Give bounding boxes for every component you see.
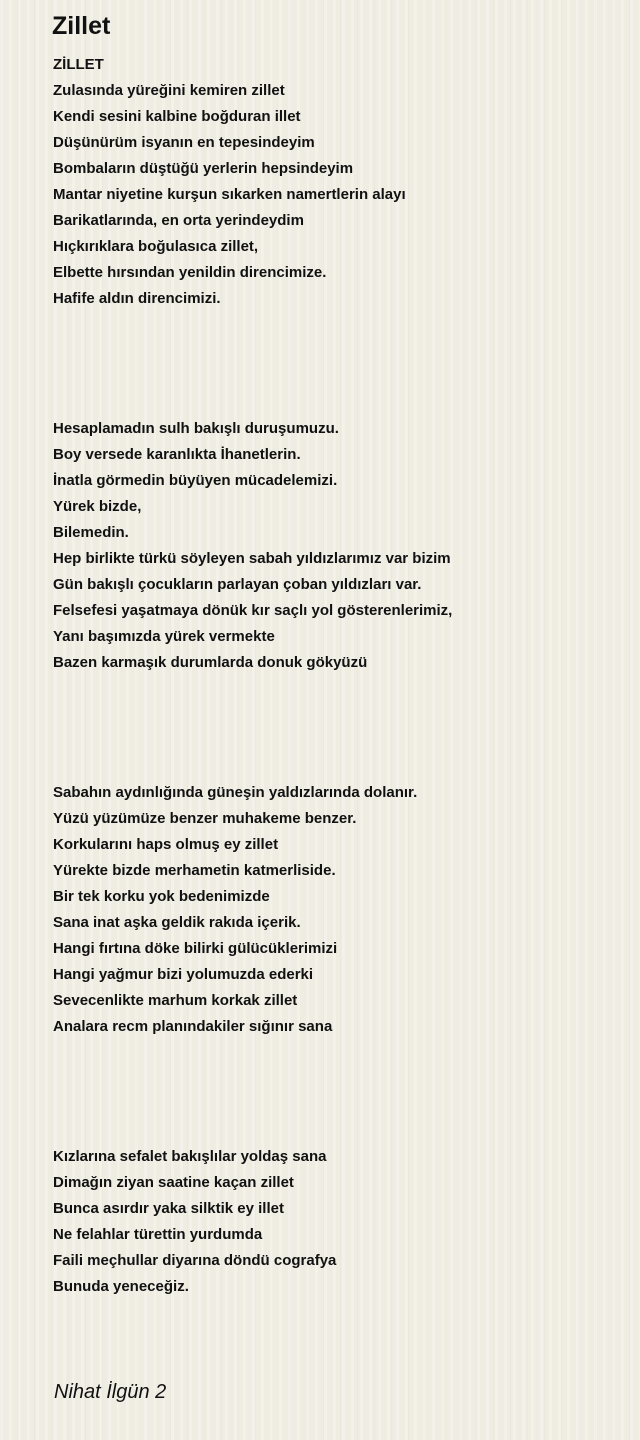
poem-line: ZİLLET (53, 56, 104, 73)
stanza (53, 1144, 623, 1300)
poem-line: Düşünürüm isyanın en tepesindeyim (53, 134, 315, 151)
poem-line: Bunca asırdır yaka silktik ey illet (53, 1200, 284, 1217)
poem-line: Yanı başımızda yürek vermekte (53, 628, 275, 645)
author-name: Nihat İlgün 2 (54, 1381, 167, 1403)
poem-line: Yürekte bizde merhametin katmerliside. (53, 862, 336, 879)
stanza-gap (53, 676, 623, 702)
poem-line: Korkularını haps olmuş ey zillet (53, 836, 279, 853)
stanza-gap (53, 1040, 623, 1066)
stanza-gap (53, 312, 623, 338)
poem-line: Yüzü yüzümüze benzer muhakeme benzer. (53, 810, 357, 827)
poem-line: Barikatlarında, en orta yerindeydim (53, 212, 304, 229)
poem-line: Sabahın aydınlığında güneşin yaldızlarında dolanır. (53, 784, 418, 801)
poem-line: Hafife aldın direncimizi. (53, 290, 221, 307)
stanza (53, 780, 623, 1040)
poem-line: Felsefesi yaşatmaya dönük kır saçlı yol gösterenlerimiz, (53, 602, 453, 619)
stanza-gap (53, 1066, 623, 1092)
poem-line: Kendi sesini kalbine boğduran illet (53, 108, 301, 125)
poem-line: Hıçkırıklara boğulasıca zillet, (53, 238, 259, 255)
stanza-gap (53, 338, 623, 364)
poem-title: Zillet (52, 12, 111, 40)
stanza-gap (53, 364, 623, 390)
poem-line: Ne felahlar türettin yurdumda (53, 1226, 263, 1243)
stanza-gap (53, 754, 623, 780)
poem-line: Hangi yağmur bizi yolumuzda ederki (53, 966, 314, 983)
poem-line: Hangi fırtına döke bilirki gülücüklerimizi (53, 940, 338, 957)
poem-line: Hep birlikte türkü söyleyen sabah yıldızlarımız var bizim (53, 550, 451, 567)
poem-line: Gün bakışlı çocukların parlayan çoban yıldızları var. (53, 576, 422, 593)
poem-line: Yürek bizde, (53, 498, 142, 515)
stanza (53, 416, 623, 676)
poem-line: Faili meçhullar diyarına döndü cografya (53, 1252, 337, 1269)
stanza (53, 52, 623, 312)
poem-line: Hesaplamadın sulh bakışlı duruşumuzu. (53, 420, 339, 437)
poem-line: Boy versede karanlıkta İhanetlerin. (53, 446, 301, 463)
stanza-gap (53, 1092, 623, 1118)
poem-line: Kızlarına sefalet bakışlılar yoldaş sana (53, 1148, 327, 1165)
poem-line: Bir tek korku yok bedenimizde (53, 888, 270, 905)
poem-line: Sevecenlikte marhum korkak zillet (53, 992, 298, 1009)
poem-line: Elbette hırsından yenildin direncimize. (53, 264, 327, 281)
poem-line: Analara recm planındakiler sığınır sana (53, 1018, 333, 1035)
poem-line: Sana inat aşka geldik rakıda içerik. (53, 914, 301, 931)
poem-line: Mantar niyetine kurşun sıkarken namertlerin alayı (53, 186, 406, 203)
poem-line: Bombaların düştüğü yerlerin hepsindeyim (53, 160, 354, 177)
poem-line: Dimağın ziyan saatine kaçan zillet (53, 1174, 294, 1191)
poem-body (53, 52, 623, 1300)
stanza-gap (53, 728, 623, 754)
stanza-gap (53, 390, 623, 416)
poem-line: Zulasında yüreğini kemiren zillet (53, 82, 285, 99)
stanza-gap (53, 702, 623, 728)
poem-line: Bunuda yeneceğiz. (53, 1278, 189, 1295)
poem-line: Bilemedin. (53, 524, 129, 541)
poem-line: Bazen karmaşık durumlarda donuk gökyüzü (53, 654, 368, 671)
poem-line: İnatla görmedin büyüyen mücadelemizi. (53, 472, 338, 489)
stanza-gap (53, 1118, 623, 1144)
